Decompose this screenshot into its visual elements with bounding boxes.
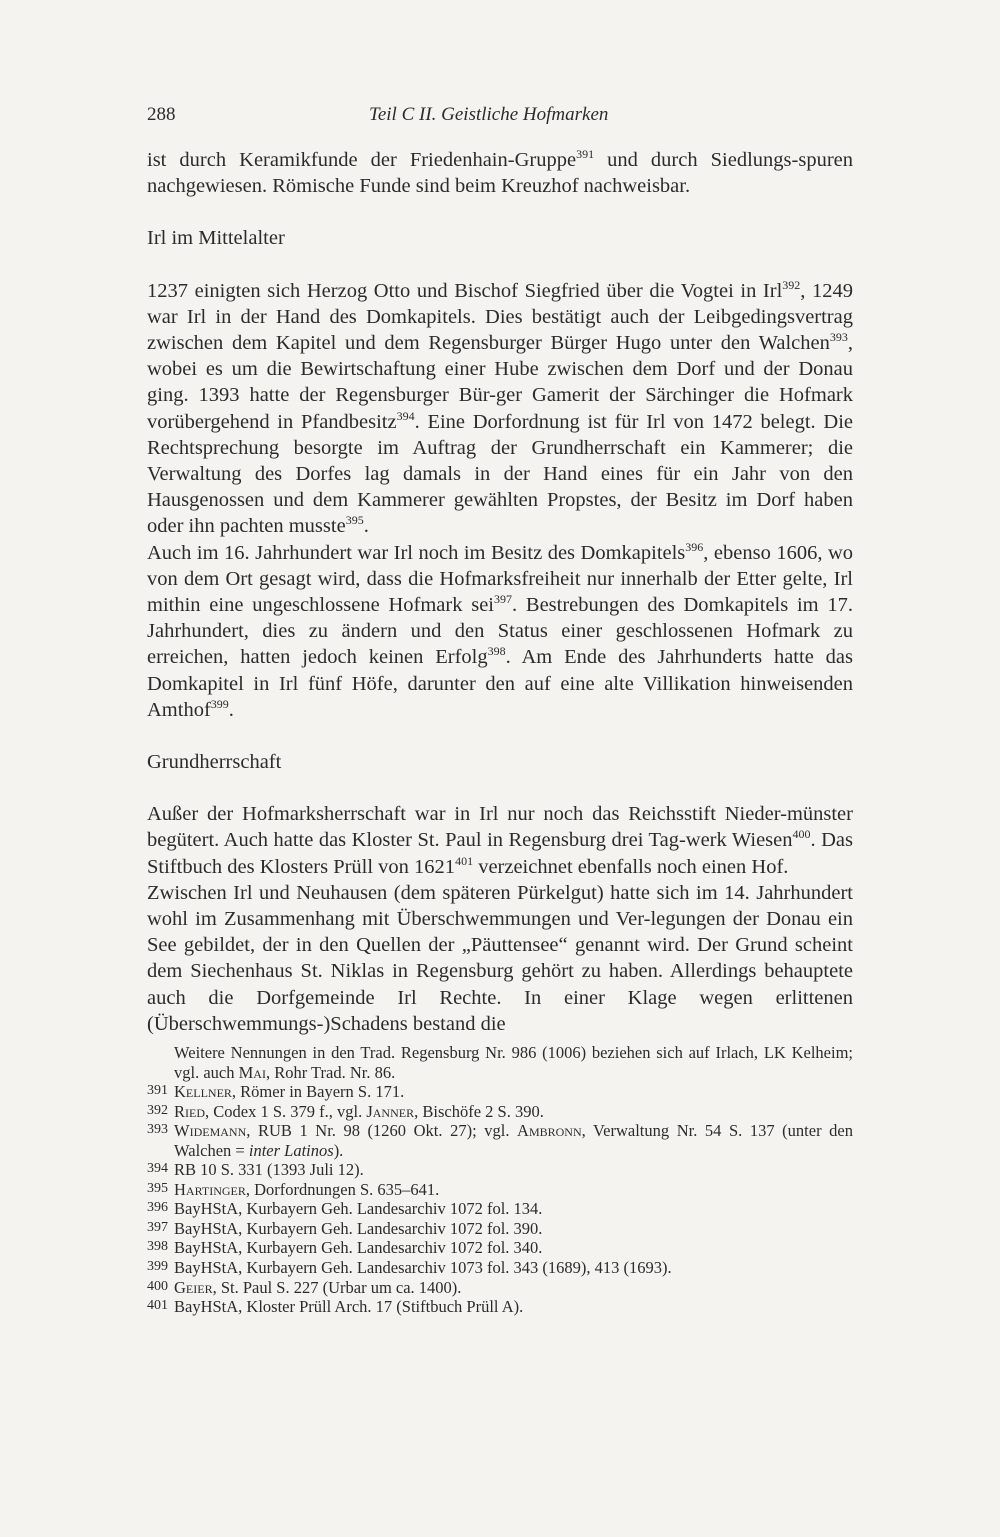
author-name: Mai <box>238 1062 266 1082</box>
text-segment: , Dorfordnungen S. 635–641. <box>245 1179 440 1199</box>
footnote-398: 398 BayHStA, Kurbayern Geh. Landesarchiv 1072 fol. 340. <box>147 1238 543 1258</box>
text-segment: Außer der Hofmarksherrschaft war in Irl nur noch das Reichsstift Nieder-münster begütert. Auch hatte das Kloster St. Paul in Regensburg drei Tag-werk Wiesen <box>147 803 853 852</box>
footnote-ref: 392 <box>782 277 801 292</box>
running-head <box>147 102 853 128</box>
text-segment: Weitere Nennungen in den Trad. Regensburg Nr. 986 (1006) beziehen sich auf Irlach, LK Kelheim; vgl. auch <box>174 1043 853 1082</box>
footnote-401: 401 BayHStA, Kloster Prüll Arch. 17 (Stiftbuch Prüll A). <box>147 1297 524 1317</box>
text-segment: 1237 einigten sich Herzog Otto und Bischof Siegfried über die Vogtei in Irl <box>147 279 783 302</box>
text-segment: Auch im 16. Jahrhundert war Irl noch im Besitz des Domkapitels <box>147 541 686 564</box>
footnote-ref: 401 <box>455 853 474 868</box>
text-segment: , Bischöfe 2 S. 390. <box>414 1101 544 1121</box>
text-segment: , Codex 1 S. 379 f., vgl. <box>205 1101 367 1121</box>
footnote-ref: 399 <box>210 696 229 711</box>
footnote-391: 391 Kellner, Römer in Bayern S. 171. <box>147 1082 405 1102</box>
text-segment: , St. Paul S. 227 (Urbar um ca. 1400). <box>212 1277 462 1297</box>
paragraph-mittelalter-1 <box>147 278 853 540</box>
page-number: 288 <box>147 104 176 125</box>
text-segment: . Bestrebungen des Domkapitels im 17. Jahrhundert, dies zu ändern und den Status einer geschlossenen Hofmark zu erreichen, hatten jedoch keinen Erfolg <box>147 594 854 669</box>
footnote-394: 394 RB 10 S. 331 (1393 Juli 12). <box>147 1160 364 1180</box>
author-name: Kellner <box>174 1082 232 1102</box>
text-segment: , 1249 war Irl in der Hand des Domkapitels. Dies bestätigt auch der Leibgedingsvertrag zwischen dem Kapitel und dem Regensburger Bürger Hugo unter den Walchen <box>147 279 854 355</box>
footnote-ref: 396 <box>685 539 704 554</box>
section-heading-grundherrschaft: Grundherrschaft <box>147 751 282 774</box>
text-segment: , ebenso 1606, wo von dem Ort gesagt wird, dass die Hofmarksfreiheit nur innerhalb der Etter gelte, Irl mithin eine ungeschlossene Hofmark sei <box>147 541 854 617</box>
footnote-399: 399 BayHStA, Kurbayern Geh. Landesarchiv 1073 fol. 343 (1689), 413 (1693). <box>147 1258 672 1278</box>
footnote-ref: 393 <box>829 330 848 345</box>
footnote-392: 392 Ried, Codex 1 S. 379 f., vgl. Janner, Bischöfe 2 S. 390. <box>147 1101 544 1121</box>
text-segment: . <box>363 515 369 538</box>
text-segment: . Eine Dorfordnung ist für Irl von 1472 belegt. Die Rechtsprechung besorgte im Auftrag der Grundherrschaft ein Kammerer; die Verwaltung des Dorfes lag damals in der Hand eines für ein Jahr von den Hausgenossen und dem Kammerer gewählten Propstes, der Besitz im Dorf haben oder ihn pachten musste <box>147 410 853 538</box>
footnote-ref: 397 <box>494 592 513 607</box>
footnote-ref: 398 <box>487 644 506 659</box>
author-name: Ambronn <box>517 1121 582 1141</box>
text-segment: , Verwaltung Nr. 54 S. 137 (unter den Walchen = <box>174 1121 853 1160</box>
text-segment: , wobei es um die Bewirtschaftung einer Hube zwischen dem Dorf und der Donau ging. 1393 hatte der Regensburger Bür-ger Gamerit der Särchinger die Hofmark vorübergehend in Pfandbesitz <box>147 332 853 433</box>
author-name: Widemann <box>174 1121 247 1141</box>
running-title: Teil C II. Geistliche Hofmarken <box>369 104 609 125</box>
text-segment: . Am Ende des Jahrhunderts hatte das Domkapitel in Irl fünf Höfe, darunter den auf eine alte Villikation hinweisenden Amthof <box>147 646 853 721</box>
text-segment: RB 10 S. 331 (1393 Juli 12). <box>174 1160 364 1180</box>
text-segment: BayHStA, Kurbayern Geh. Landesarchiv 1072 fol. 390. <box>174 1218 543 1238</box>
intro-paragraph <box>147 147 853 199</box>
author-name: Janner <box>366 1101 415 1121</box>
text-segment: ). <box>333 1140 344 1160</box>
text-segment: . <box>228 698 234 721</box>
footnote-ref: 395 <box>345 513 364 528</box>
paragraph-grundherrschaft-2: Zwischen Irl und Neuhausen (dem späteren Pürkelgut) hatte sich im 14. Jahrhundert wohl im Zusammenhang mit Überschwemmungen und Ver-legungen der Donau ein See gebildet, der in den Quellen der „Päuttensee“ genannt wird. Der Grund scheint dem Siechenhaus St. Niklas in Regensburg gehört zu haben. Allerdings behauptete auch die Dorfgemeinde Irl Rechte. In einer Klage wegen erlittenen (Überschwemmungs-)Schadens bestand die <box>147 881 853 1035</box>
text-segment: , RUB 1 Nr. 98 (1260 Okt. 27); vgl. <box>246 1121 518 1141</box>
footnote-ref: 394 <box>396 408 415 423</box>
footnote-396: 396 BayHStA, Kurbayern Geh. Landesarchiv 1072 fol. 134. <box>147 1199 543 1219</box>
paragraph-grundherrschaft-1 <box>147 801 853 880</box>
text-segment: BayHStA, Kurbayern Geh. Landesarchiv 1072 fol. 340. <box>174 1238 543 1258</box>
text-segment: , Römer in Bayern S. 171. <box>231 1082 405 1102</box>
footnote-ref: 391 <box>576 147 595 161</box>
footnote-397: 397 BayHStA, Kurbayern Geh. Landesarchiv 1072 fol. 390. <box>147 1218 543 1238</box>
author-name: Geier <box>174 1277 213 1297</box>
text-segment: verzeichnet ebenfalls noch einen Hof. <box>473 855 789 878</box>
text-segment: BayHStA, Kurbayern Geh. Landesarchiv 1073 fol. 343 (1689), 413 (1693). <box>174 1258 672 1278</box>
footnote-395: 395 Hartinger, Dorfordnungen S. 635–641. <box>147 1179 440 1199</box>
text-segment: und durch Siedlungs-spuren nachgewiesen. Römische Funde sind beim Kreuzhof nachweisbar. <box>147 149 853 198</box>
text-segment: ist durch Keramikfunde der Friedenhain-Gruppe <box>147 149 577 171</box>
author-name: Hartinger <box>174 1179 246 1199</box>
footnote-393: 393 Widemann, RUB 1 Nr. 98 (1260 Okt. 27); vgl. Ambronn, Verwaltung Nr. 54 S. 137 (unter den Walchen = inter Latinos). <box>147 1121 853 1160</box>
text-segment: , Rohr Trad. Nr. 86. <box>265 1062 396 1082</box>
author-name: Ried <box>174 1101 205 1121</box>
footnote-continuation <box>147 1043 853 1082</box>
main-text <box>147 147 853 1037</box>
italic-phrase: inter Latinos <box>248 1140 334 1160</box>
footnote-400: 400 Geier, St. Paul S. 227 (Urbar um ca. 1400). <box>147 1277 462 1297</box>
text-segment: BayHStA, Kurbayern Geh. Landesarchiv 1072 fol. 134. <box>174 1199 543 1219</box>
text-segment: . Das Stiftbuch des Klosters Prüll von 1621 <box>147 829 853 878</box>
footnote-ref: 400 <box>792 827 811 842</box>
text-segment: BayHStA, Kloster Prüll Arch. 17 (Stiftbuch Prüll A). <box>174 1297 524 1317</box>
paragraph-mittelalter-2 <box>147 540 853 723</box>
footnotes <box>147 1043 853 1317</box>
section-heading-mittelalter: Irl im Mittelalter <box>147 227 285 250</box>
